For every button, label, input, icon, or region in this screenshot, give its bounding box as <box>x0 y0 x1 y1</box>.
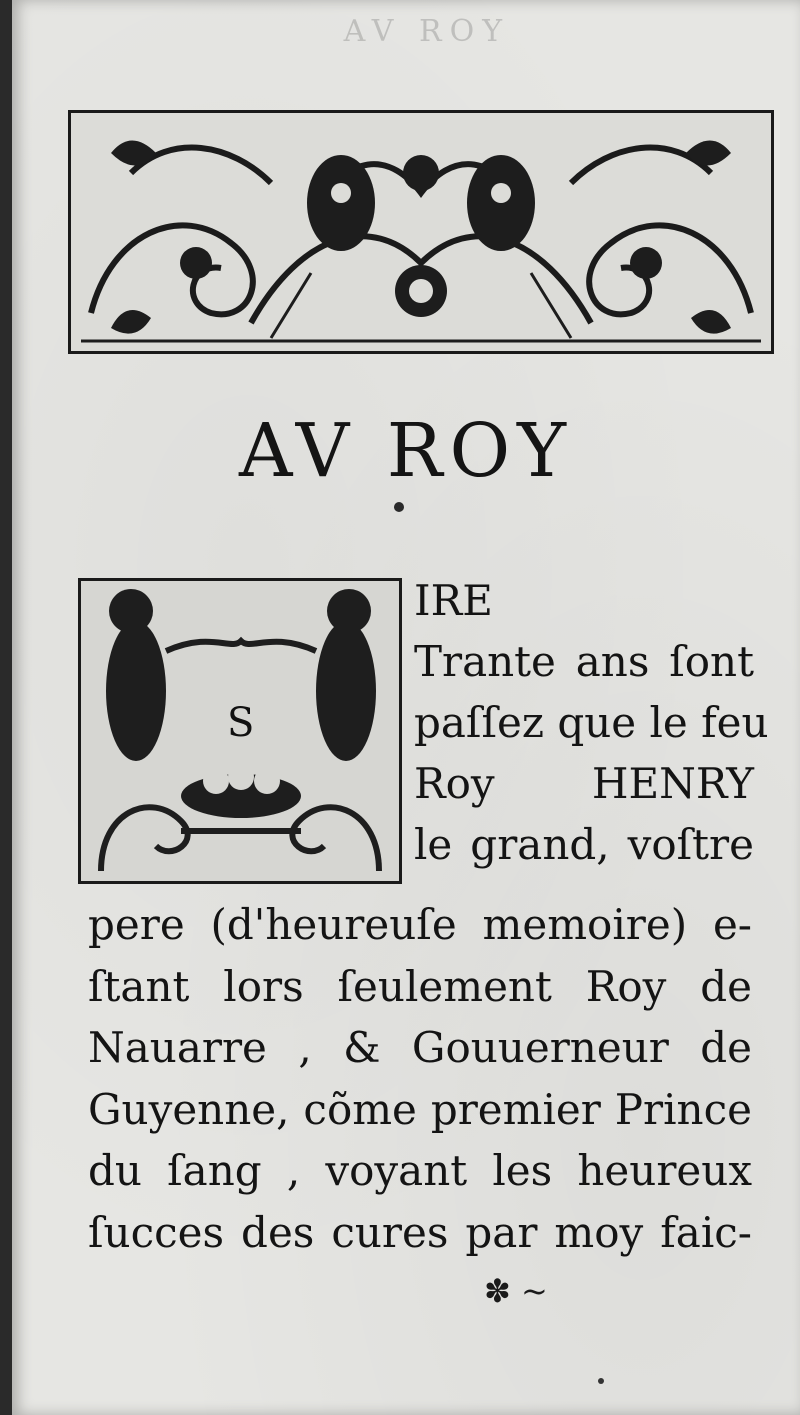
body-line: ſucces des cures par moy faic- <box>88 1207 752 1257</box>
ornamental-headpiece <box>68 110 774 354</box>
ink-speck <box>394 502 404 512</box>
body-line: Nauarre , & Gouuerneur de <box>88 1023 752 1072</box>
opening-line: le grand, voſtre <box>414 820 754 869</box>
body-line: ſtant lors ſeulement Roy de <box>88 961 752 1011</box>
page-title: AV ROY <box>239 408 573 494</box>
ink-speck <box>598 1378 604 1384</box>
opening-line: Roy HENRY <box>414 759 754 808</box>
opening-lines <box>414 570 769 875</box>
running-head-bleedthrough: AV ROY <box>343 14 510 49</box>
decorated-initial <box>78 578 402 884</box>
body-text <box>88 894 752 1263</box>
body-line: du ſang , voyant les heureux <box>88 1146 752 1195</box>
body-line: pere (d'heureuſe memoire) e- <box>88 900 752 949</box>
body-line: Guyenne, cõme premier Prince <box>88 1084 752 1134</box>
opening-line: Trante ans ſont <box>414 637 754 686</box>
opening-line: IRE <box>414 576 493 625</box>
opening-line: paſſez que le feu <box>414 698 769 747</box>
headpiece-ornament-drawing <box>71 113 771 351</box>
catchword-ornament: ✽ ~ <box>484 1272 548 1310</box>
initial-letter: S <box>227 700 255 746</box>
book-page <box>12 0 800 1415</box>
